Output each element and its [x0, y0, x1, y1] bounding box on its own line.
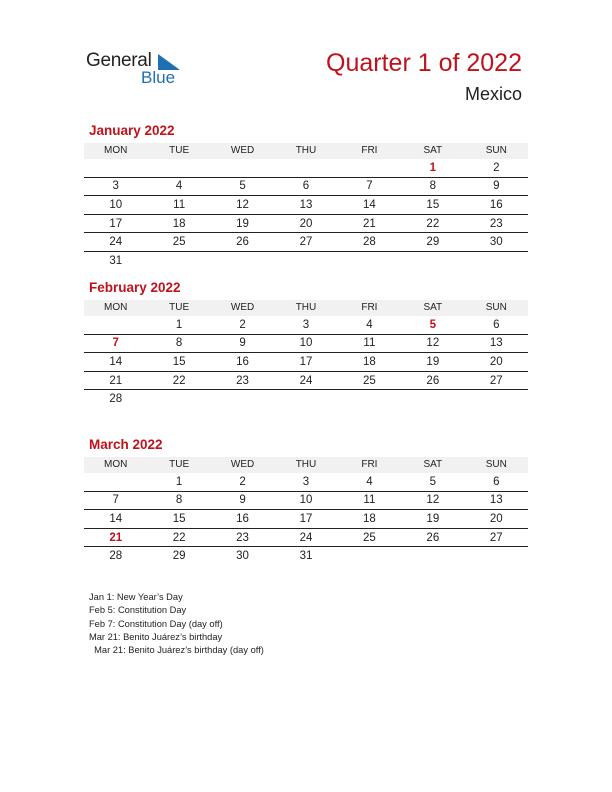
holiday-note: Mar 21: Benito Juárez’s birthday (day off) — [89, 645, 264, 656]
day-cell: 18 — [338, 510, 401, 529]
weekday-header: SAT — [401, 300, 464, 316]
day-cell: 20 — [274, 214, 337, 233]
day-cell: 15 — [401, 196, 464, 215]
day-cell: 23 — [211, 528, 274, 547]
empty-day-cell — [338, 390, 401, 408]
logo-blue-text: Blue — [141, 68, 176, 87]
day-cell: 23 — [465, 214, 528, 233]
empty-day-cell — [401, 547, 464, 565]
day-cell: 4 — [338, 473, 401, 491]
day-cell: 24 — [274, 371, 337, 390]
day-cell: 9 — [211, 334, 274, 353]
day-cell: 13 — [465, 491, 528, 510]
calendar-table — [84, 300, 528, 408]
week-row — [84, 159, 528, 177]
empty-day-cell — [274, 251, 337, 269]
week-row — [84, 491, 528, 510]
weekday-header: FRI — [338, 143, 401, 159]
day-cell: 19 — [211, 214, 274, 233]
logo-general-text: General — [86, 50, 152, 71]
day-cell: 17 — [274, 353, 337, 372]
empty-day-cell — [338, 159, 401, 177]
day-cell: 30 — [465, 233, 528, 252]
empty-day-cell — [147, 159, 210, 177]
weekday-header: SUN — [465, 143, 528, 159]
week-row — [84, 353, 528, 372]
weekday-header: MON — [84, 143, 147, 159]
day-cell: 8 — [147, 491, 210, 510]
day-cell: 12 — [401, 491, 464, 510]
day-cell: 16 — [211, 510, 274, 529]
day-cell: 4 — [338, 316, 401, 334]
empty-day-cell — [147, 390, 210, 408]
week-row — [84, 251, 528, 269]
week-row — [84, 371, 528, 390]
day-cell: 20 — [465, 353, 528, 372]
weekday-header: WED — [211, 143, 274, 159]
day-cell: 22 — [147, 371, 210, 390]
empty-day-cell — [211, 251, 274, 269]
day-cell: 4 — [147, 177, 210, 196]
day-cell: 15 — [147, 353, 210, 372]
day-cell: 11 — [338, 491, 401, 510]
day-cell: 1 — [147, 473, 210, 491]
calendar-table — [84, 457, 528, 565]
holiday-note: Jan 1: New Year’s Day — [89, 592, 183, 602]
weekday-header: THU — [274, 300, 337, 316]
day-cell: 31 — [109, 254, 123, 267]
day-cell: 6 — [274, 177, 337, 196]
day-cell: 19 — [401, 510, 464, 529]
empty-day-cell — [401, 251, 464, 269]
weekday-header: SAT — [401, 143, 464, 159]
day-cell: 17 — [274, 510, 337, 529]
empty-day-cell — [338, 251, 401, 269]
weekday-header: THU — [274, 457, 337, 473]
day-cell: 9 — [465, 177, 528, 196]
month-calendar-february — [84, 279, 528, 408]
day-cell: 11 — [147, 196, 210, 215]
month-calendar-january — [84, 122, 528, 270]
empty-day-cell — [84, 473, 147, 491]
weekday-header: SUN — [465, 300, 528, 316]
weekday-header: FRI — [338, 457, 401, 473]
day-cell: 23 — [211, 371, 274, 390]
general-blue-logo — [86, 50, 196, 90]
day-cell: 8 — [401, 177, 464, 196]
day-cell: 5 — [211, 177, 274, 196]
empty-day-cell — [274, 159, 337, 177]
weekday-header: FRI — [338, 300, 401, 316]
day-cell: 24 — [274, 528, 337, 547]
weekday-header: TUE — [147, 300, 210, 316]
week-row — [84, 177, 528, 196]
day-cell: 26 — [401, 528, 464, 547]
day-cell: 5 — [401, 473, 464, 491]
week-row — [84, 196, 528, 215]
day-cell: 3 — [274, 316, 337, 334]
empty-day-cell — [401, 390, 464, 408]
page-title: Quarter 1 of 2022 — [326, 49, 522, 77]
day-cell: 6 — [465, 316, 528, 334]
calendar-table — [84, 143, 528, 270]
day-cell: 30 — [236, 550, 249, 563]
day-cell: 16 — [211, 353, 274, 372]
day-cell: 26 — [401, 371, 464, 390]
week-row — [84, 390, 528, 408]
weekday-header: WED — [211, 300, 274, 316]
day-cell: 22 — [401, 214, 464, 233]
day-cell: 18 — [338, 353, 401, 372]
day-cell: 27 — [465, 371, 528, 390]
holiday-day-cell: 5 — [401, 316, 464, 334]
weekday-header: MON — [84, 457, 147, 473]
day-cell: 21 — [338, 214, 401, 233]
month-name: February 2022 — [89, 280, 181, 295]
weekday-header: WED — [211, 457, 274, 473]
day-cell: 28 — [338, 233, 401, 252]
day-cell: 25 — [147, 233, 210, 252]
day-cell: 1 — [147, 316, 210, 334]
empty-day-cell — [465, 547, 528, 565]
day-cell: 22 — [147, 528, 210, 547]
holiday-notes — [89, 591, 264, 657]
day-cell: 10 — [274, 334, 337, 353]
day-cell: 6 — [465, 473, 528, 491]
day-cell: 17 — [84, 214, 147, 233]
week-row — [84, 316, 528, 334]
day-cell: 13 — [274, 196, 337, 215]
holiday-note: Mar 21: Benito Juárez’s birthday — [89, 631, 223, 642]
week-row — [84, 214, 528, 233]
empty-day-cell — [338, 547, 401, 565]
empty-day-cell — [465, 390, 528, 408]
day-cell: 8 — [147, 334, 210, 353]
day-cell: 2 — [465, 159, 528, 177]
day-cell: 3 — [84, 177, 147, 196]
empty-day-cell — [84, 159, 147, 177]
day-cell: 14 — [338, 196, 401, 215]
day-cell: 28 — [109, 393, 123, 406]
month-name: March 2022 — [89, 437, 163, 452]
day-cell: 10 — [84, 196, 147, 215]
weekday-header: THU — [274, 143, 337, 159]
weekday-header: MON — [84, 300, 147, 316]
week-row — [84, 547, 528, 565]
day-cell: 29 — [401, 233, 464, 252]
weekday-header: SAT — [401, 457, 464, 473]
month-calendar-march — [84, 436, 528, 565]
day-cell: 12 — [401, 334, 464, 353]
week-row — [84, 334, 528, 353]
holiday-day-cell: 21 — [84, 528, 147, 547]
day-cell: 16 — [465, 196, 528, 215]
week-row — [84, 510, 528, 529]
day-cell: 21 — [84, 371, 147, 390]
day-cell: 2 — [211, 316, 274, 334]
day-cell: 18 — [147, 214, 210, 233]
day-cell: 28 — [109, 550, 123, 563]
day-cell: 27 — [274, 233, 337, 252]
day-cell: 31 — [299, 550, 313, 563]
week-row — [84, 233, 528, 252]
holiday-note: Feb 7: Constitution Day (day off) — [89, 618, 223, 629]
day-cell: 12 — [211, 196, 274, 215]
day-cell: 15 — [147, 510, 210, 529]
day-cell: 7 — [338, 177, 401, 196]
empty-day-cell — [84, 316, 147, 334]
week-row — [84, 528, 528, 547]
day-cell: 25 — [338, 528, 401, 547]
week-row — [84, 473, 528, 491]
weekday-header: SUN — [465, 457, 528, 473]
day-cell: 20 — [465, 510, 528, 529]
country-name: Mexico — [464, 84, 522, 104]
empty-day-cell — [274, 390, 337, 408]
day-cell: 14 — [84, 353, 147, 372]
day-cell: 24 — [84, 233, 147, 252]
day-cell: 27 — [465, 528, 528, 547]
day-cell: 29 — [172, 550, 186, 563]
day-cell: 11 — [338, 334, 401, 353]
day-cell: 13 — [465, 334, 528, 353]
weekday-header: TUE — [147, 143, 210, 159]
weekday-header: TUE — [147, 457, 210, 473]
empty-day-cell — [147, 251, 210, 269]
month-name: January 2022 — [89, 123, 175, 138]
holiday-note: Feb 5: Constitution Day — [89, 605, 187, 616]
day-cell: 25 — [338, 371, 401, 390]
day-cell: 14 — [84, 510, 147, 529]
empty-day-cell — [211, 159, 274, 177]
day-cell: 9 — [211, 491, 274, 510]
day-cell: 26 — [211, 233, 274, 252]
holiday-day-cell: 7 — [84, 334, 147, 353]
day-cell: 2 — [211, 473, 274, 491]
day-cell: 10 — [274, 491, 337, 510]
empty-day-cell — [211, 390, 274, 408]
day-cell: 3 — [274, 473, 337, 491]
day-cell: 19 — [401, 353, 464, 372]
day-cell: 7 — [84, 491, 147, 510]
holiday-day-cell: 1 — [401, 159, 464, 177]
empty-day-cell — [465, 251, 528, 269]
